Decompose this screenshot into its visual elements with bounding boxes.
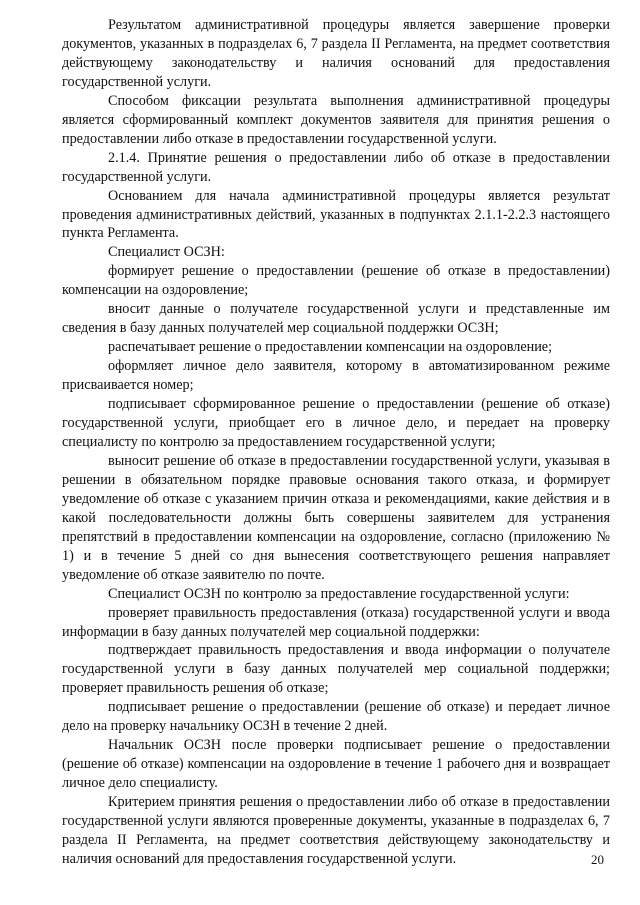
list-item: вносит данные о получателе государственной услуги и представленные им сведения в базу данных получателей мер социальной поддержки ОСЗН; bbox=[62, 301, 610, 337]
paragraph: Основанием для начала административной процедуры является результат проведения административных действий, указанных в подпунктах 2.1.1-2.2.3 настоящего пункта Регламента. bbox=[62, 187, 610, 242]
paragraph: Критерием принятия решения о предоставлении либо об отказе в предоставлении государственной услуги являются проверенные документы, указанные в подразделах 6, 7 раздела II Регламента, на предмет соответствия действующему законодательству и наличия оснований для предоставления государственной услуги. bbox=[62, 794, 610, 867]
document-body bbox=[62, 16, 610, 869]
list-item: подписывает решение о предоставлении (решение об отказе) и передает личное дело на проверку начальнику ОСЗН в течение 2 дней. bbox=[62, 699, 610, 735]
list-item: проверяет правильность предоставления (отказа) государственной услуги и ввода информации в базу данных получателей мер социальной поддержки: bbox=[62, 604, 610, 640]
paragraph: Специалист ОСЗН: bbox=[108, 244, 225, 261]
page-number: 20 bbox=[591, 852, 604, 867]
paragraph: Начальник ОСЗН после проверки подписывает решение о предоставлении (решение об отказе) компенсации на оздоровление в течение 1 рабочего дня и возвращает личное дело специалисту. bbox=[62, 737, 610, 792]
paragraph: Результатом административной процедуры является завершение проверки документов, указанных в подразделах 6, 7 раздела II Регламента, на предмет соответствия действующему законодательству и наличия оснований для предоставления государственной услуги. bbox=[62, 17, 610, 90]
section-heading: 2.1.4. Принятие решения о предоставлении либо об отказе в предоставлении государственной услуги. bbox=[62, 149, 610, 185]
list-item: выносит решение об отказе в предоставлении государственной услуги, указывая в решении в обязательном порядке правовые основания такого отказа, и формирует уведомление об отказе с указанием причин отказа и рекомендациями, какие действия и в какой последовательности должны быть совершены заявителем для устранения препятствий в предоставлении компенсации на оздоровление, согласно (приложению № 1) и в течение 5 дней со дня вынесения соответствующего решения направляет уведомление об отказе заявителю по почте. bbox=[62, 452, 610, 583]
paragraph: Способом фиксации результата выполнения административной процедуры является сформированный комплект документов заявителя для принятия решения о предоставлении либо отказе в предоставлении государственной услуги. bbox=[62, 92, 610, 147]
list-item: подписывает сформированное решение о предоставлении (решение об отказе) государственной услуги, приобщает его в личное дело, и передает на проверку специалисту по контролю за предоставлением государственной услуги; bbox=[62, 396, 610, 450]
list-item: распечатывает решение о предоставлении компенсации на оздоровление; bbox=[108, 339, 553, 356]
list-item: формирует решение о предоставлении (решение об отказе в предоставлении) компенсации на оздоровление; bbox=[62, 263, 610, 299]
paragraph: Специалист ОСЗН по контролю за предоставление государственной услуги: bbox=[108, 585, 570, 602]
list-item: оформляет личное дело заявителя, которому в автоматизированном режиме присваивается номер; bbox=[62, 358, 610, 394]
list-item: подтверждает правильность предоставления и ввода информации о получателе государственной услуги в базу данных получателей мер социальной поддержки; проверяет правильность решения об отказе; bbox=[62, 642, 610, 697]
